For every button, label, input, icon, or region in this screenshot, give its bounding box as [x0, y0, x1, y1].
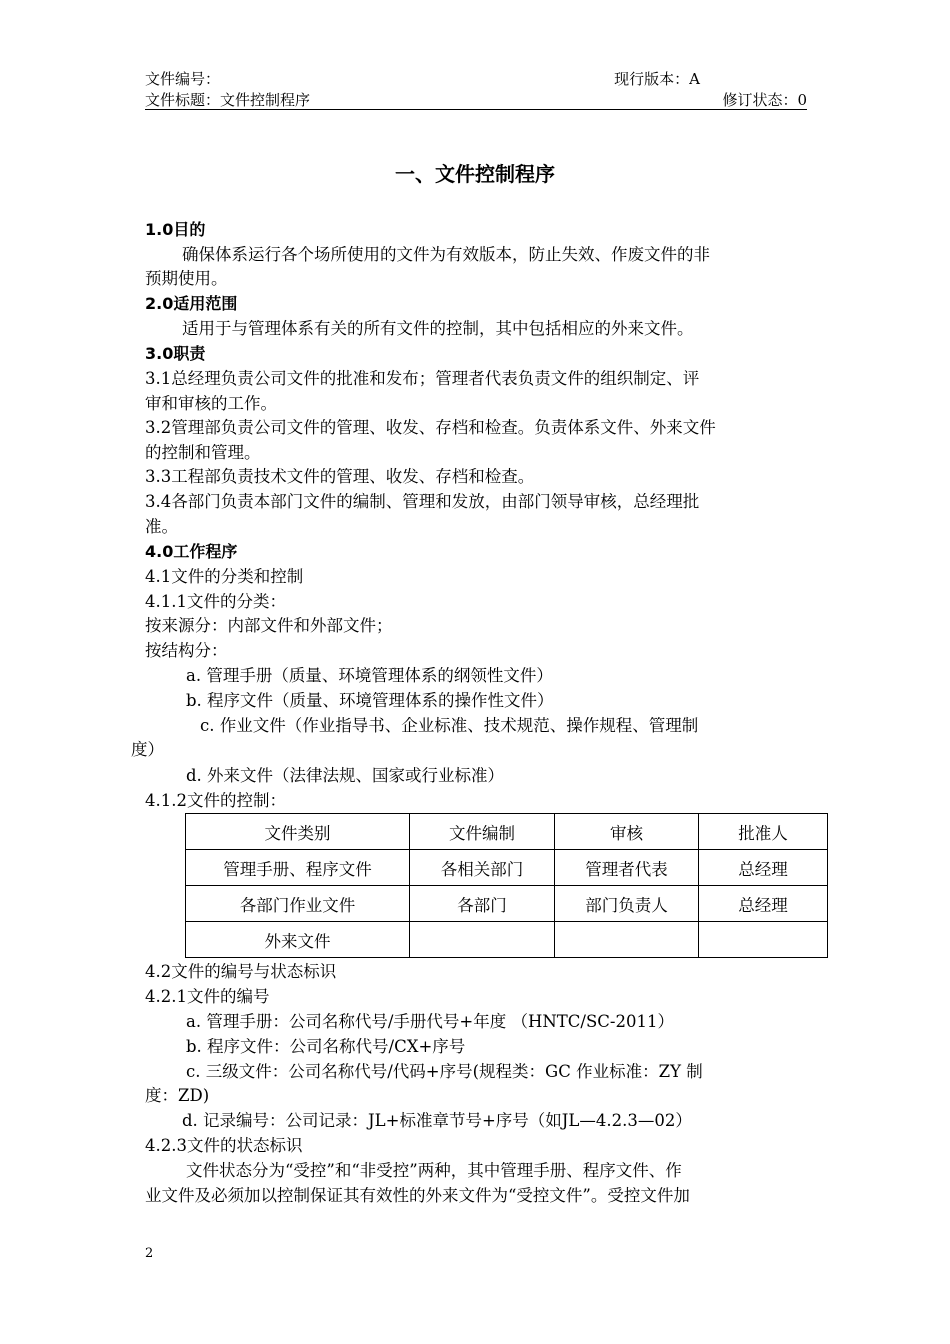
list-item: c. 作业文件（作业指导书、企业标准、技术规范、操作规程、管理制 [200, 716, 699, 735]
paragraph-line: 准。 [145, 517, 178, 536]
list-item: 度） [131, 740, 164, 759]
document-control-table [185, 813, 828, 958]
paragraph-line: 3.1总经理负责公司文件的批准和发布；管理者代表负责文件的组织制定、评 [145, 369, 700, 388]
table-cell: 总经理 [699, 886, 828, 922]
table-header-cell: 文件类别 [186, 814, 410, 850]
list-item: a. 管理手册：公司名称代号/手册代号+年度 （HNTC/SC-2011） [186, 1012, 674, 1031]
table-cell: 外来文件 [186, 922, 410, 958]
version-label: 现行版本：A [614, 70, 700, 88]
section-heading-scope: 2.0适用范围 [145, 294, 238, 313]
doc-number-label: 文件编号： [145, 70, 221, 88]
paragraph-line: 预期使用。 [145, 269, 228, 288]
paragraph-line: 3.3工程部负责技术文件的管理、收发、存档和检查。 [145, 467, 535, 486]
doc-title-label: 文件标题：文件控制程序 [145, 91, 311, 109]
header-divider [145, 109, 807, 110]
page-title: 一、文件控制程序 [395, 162, 555, 186]
list-item: 度：ZD) [145, 1086, 210, 1105]
table-row [186, 850, 828, 886]
table-header-cell: 文件编制 [410, 814, 555, 850]
table-header-row [186, 814, 828, 850]
section-heading-purpose: 1.0目的 [145, 220, 206, 239]
table-row [186, 886, 828, 922]
paragraph-line: 业文件及必须加以控制保证其有效性的外来文件为“受控文件”。受控文件加 [145, 1186, 690, 1205]
table-cell: 管理者代表 [555, 850, 699, 886]
table-cell [410, 922, 555, 958]
list-item: b. 程序文件：公司名称代号/CX+序号 [186, 1037, 466, 1056]
paragraph-line: 4.2.3文件的状态标识 [145, 1136, 303, 1155]
paragraph-line: 文件状态分为“受控”和“非受控”两种，其中管理手册、程序文件、作 [186, 1161, 682, 1180]
table-row [186, 922, 828, 958]
revision-label: 修订状态：0 [722, 91, 807, 109]
table-cell: 各部门 [410, 886, 555, 922]
paragraph-line: 3.4各部门负责本部门文件的编制、管理和发放，由部门领导审核，总经理批 [145, 492, 700, 511]
paragraph-line: 按来源分：内部文件和外部文件； [145, 616, 393, 635]
list-item: a. 管理手册（质量、环境管理体系的纲领性文件） [186, 666, 553, 685]
list-item: d. 记录编号：公司记录：JL+标准章节号+序号（如JL—4.2.3—02） [182, 1111, 692, 1130]
paragraph-line: 4.2文件的编号与状态标识 [145, 962, 337, 981]
paragraph-line: 4.1文件的分类和控制 [145, 567, 304, 586]
table-cell: 部门负责人 [555, 886, 699, 922]
table-cell: 管理手册、程序文件 [186, 850, 410, 886]
list-item: c. 三级文件：公司名称代号/代码+序号(规程类：GC 作业标准：ZY 制 [186, 1062, 703, 1081]
paragraph-line: 4.1.2文件的控制： [145, 791, 286, 810]
list-item: b. 程序文件（质量、环境管理体系的操作性文件） [186, 691, 554, 710]
paragraph-line: 按结构分： [145, 641, 228, 660]
table-header-cell: 审核 [555, 814, 699, 850]
table-cell: 各部门作业文件 [186, 886, 410, 922]
table-cell [699, 922, 828, 958]
section-heading-duties: 3.0职责 [145, 344, 206, 363]
paragraph-line: 适用于与管理体系有关的所有文件的控制，其中包括相应的外来文件。 [182, 319, 694, 338]
paragraph-line: 审和审核的工作。 [145, 394, 277, 413]
paragraph-line: 4.2.1文件的编号 [145, 987, 270, 1006]
paragraph-line: 确保体系运行各个场所使用的文件为有效版本，防止失效、作废文件的非 [182, 245, 710, 264]
list-item: d. 外来文件（法律法规、国家或行业标准） [186, 766, 505, 785]
section-heading-procedure: 4.0工作程序 [145, 542, 238, 561]
paragraph-line: 4.1.1文件的分类： [145, 592, 286, 611]
table-cell: 各相关部门 [410, 850, 555, 886]
table-header-cell: 批准人 [699, 814, 828, 850]
table-cell: 总经理 [699, 850, 828, 886]
paragraph-line: 的控制和管理。 [145, 443, 261, 462]
paragraph-line: 3.2管理部负责公司文件的管理、收发、存档和检查。负责体系文件、外来文件 [145, 418, 716, 437]
page-number: 2 [145, 1246, 154, 1261]
table-cell [555, 922, 699, 958]
